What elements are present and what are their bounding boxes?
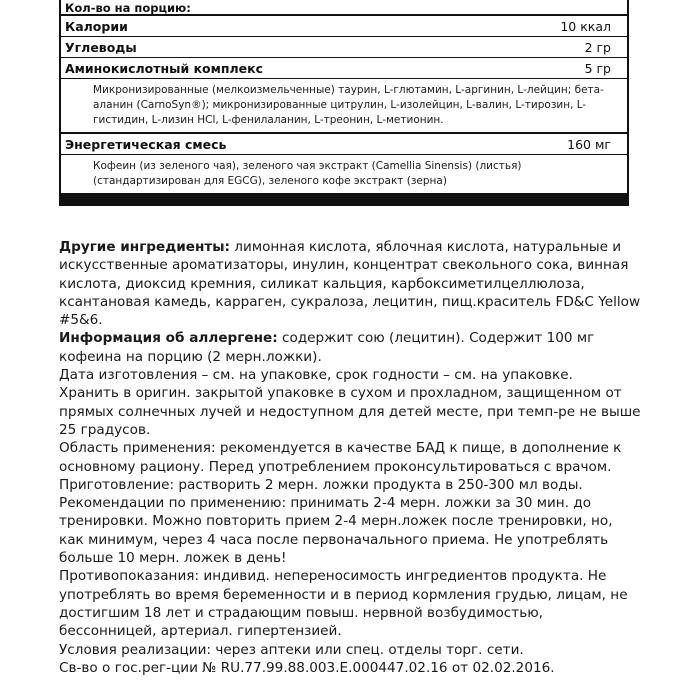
facts-row-amount: 5 гр — [584, 61, 611, 76]
manufacture-date: Дата изготовления – см. на упаковке, срок годности – см. на упаковке. — [59, 367, 573, 384]
allergen-info — [59, 329, 641, 366]
usage-instructions: Область применения: рекомендуется в качестве БАД к пище, в дополнение к основному рациону. Перед употреблением проконсультироваться с врачом. Приготовление: растворить 2 мерн. ложки продукта в 250-300 мл воды. Рекомендации по применению: принимать 2-4 мерн. ложки за 30 мин. до тренировки. Можно повторить прием 2-4 мерн.ложек после тренировки, но, как минимум, через 4 часа после первоначального приема. Не употреблять больше 10 мерн. ложек в день! — [59, 440, 622, 567]
serving-size-label: Кол-во на порцию: — [61, 0, 627, 16]
contraindications: Противопоказания: индивид. непереносимость ингредиентов продукта. Не употреблять во время беременности и в период кормления грудью, лицам, не достигшим 18 лет и страдающим повыш. нервной возбудимостью, бессонницей, артериал. гипертензией. — [59, 568, 628, 640]
facts-row-name: Углеводы — [65, 40, 137, 55]
facts-row-amount: 2 гр — [584, 40, 611, 55]
amino-complex-detail: Микронизированные (мелкоизмельченные) таурин, L-глютамин, L-аргинин, L-лейцин; бета-аланин (CarnoSyn®); микронизированные цитрулин, L-изолейцин, L-валин, L-тирозин, L-гистидин, L-лизин HCl, L-фенилаланин, L-треонин, L-метионин. — [61, 79, 627, 134]
other-ingredients-label: Другие ингредиенты: — [59, 239, 230, 255]
facts-row-calories — [61, 16, 627, 37]
facts-row-name: Аминокислотный комплекс — [65, 61, 264, 76]
facts-row-name: Энергетическая смесь — [65, 137, 227, 152]
facts-row-amount: 10 ккал — [560, 19, 611, 34]
facts-row-energy — [61, 134, 627, 155]
label-text-block — [59, 238, 641, 677]
nutrition-facts-table — [59, 0, 629, 206]
registration-number: Св-во о гос.рег-ции № RU.77.99.88.003.E.000447.02.16 от 02.02.2016. — [59, 659, 555, 676]
facts-row-carbs — [61, 37, 627, 58]
facts-bottom-bar — [61, 193, 627, 206]
facts-row-amino — [61, 58, 627, 79]
facts-row-amount: 160 мг — [567, 137, 611, 152]
storage-conditions: Хранить в оригин. закрытой упаковке в сухом и прохладном, защищенном от прямых солнечных лучей и недоступном для детей месте, при темп-ре не выше 25 градусов. — [59, 385, 641, 438]
other-ingredients-text: лимонная кислота, яблочная кислота, натуральные и искусственные ароматизаторы, инулин, концентрат свекольного сока, винная кислота, диоксид кремния, силикат кальция, карбоксиметилцеллюлоза, ксантановая камедь, карраген, сукралоза, лецитин, пищ.краситель FD&C Yellow #5&6. — [59, 239, 641, 329]
other-ingredients — [59, 238, 641, 329]
allergen-label: Информация об аллергене: — [59, 330, 278, 347]
facts-row-name: Калории — [65, 19, 128, 34]
sale-terms: Условия реализации: через аптеки или спец. отделы торг. сети. — [59, 641, 524, 658]
allergen-text: содержит сою (лецитин). Содержит 100 мг кофеина на порцию (2 мерн.ложки). — [59, 330, 595, 365]
energy-blend-detail: Кофеин (из зеленого чая), зеленого чая экстракт (Camellia Sinensis) (листья) (стандартизирован для EGCG), зеленого кофе экстракт (зерна) — [93, 160, 522, 187]
